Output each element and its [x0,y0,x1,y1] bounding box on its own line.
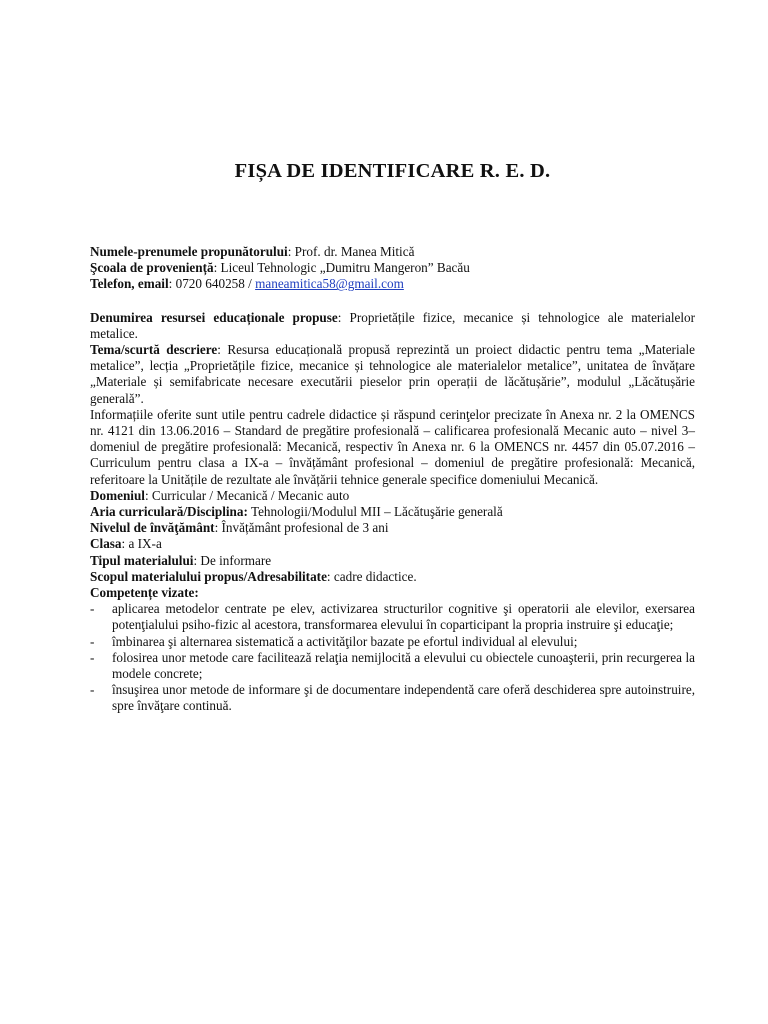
list-item [90,601,695,633]
area-line [90,504,695,520]
level-line: Nivelul de învăţământ: Învățământ profesional de 3 ani [90,520,389,536]
theme-line: Tema/scurtă descriere: Resursa educațională propusă reprezintă un proiect didactic pentru tema „Materiale metalice”, lecția „Proprietățile fizice, mecanice și tehnologice ale materialelor metalice”, unitatea de învățare „Materiale și semifabricate necesare executării pieselor prin operații de lăcătușărie”, modulul „Lăcătușărie generală”. [90,342,695,406]
list-item [90,682,695,714]
dash-bullet: - [90,682,95,698]
competence-text: îmbinarea şi alternarea sistematică a activităţilor bazate pe efortul individual al elevului; [112,633,578,649]
contact-line: Telefon, email: 0720 640258 / maneamitica58@gmail.com [90,276,404,292]
class-label: Clasa [90,536,122,552]
purpose-value: cadre didactice. [333,568,417,584]
material-type-line: Tipul materialului: De informare [90,552,272,568]
document-title: FIȘA DE IDENTIFICARE R. E. D. [234,160,551,182]
author-value: Prof. dr. Manea Mitică [294,244,415,259]
area-label: Aria curriculară/Disciplina: [90,504,248,520]
resource-value: Proprietățile fizice, mecanice și tehnologice ale materialelor metalice. [90,309,695,341]
author-label: Numele-prenumele propunătorului [90,244,288,259]
theme-extra: Informațiile oferite sunt utile pentru cadrele didactice și răspund cerinţelor precizate în Anexa nr. 2 la OMENCS nr. 4121 din 13.06.2016 – Standard de pregătire profesională – calificarea profesională Mecanic auto – nivel 3– domeniul de pregătire profesională: Mecanică, respectiv în Anexa nr. 6 la OMENCS nr. 4457 din 05.07.2016 – Curriculum pentru clasa a IX-a – învățământ profesional – domeniul de pregătire profesională: Mecanică, referitoare la Unitățile de rezultate ale învățării tehnice generale specifice domeniului Mecanică. [90,406,695,487]
dash-bullet: - [90,601,95,617]
area-value: Tehnologii/Modulul MII – Lăcătuşărie generală [250,504,503,520]
purpose-label: Scopul materialului propus/Adresabilitate [90,568,327,584]
level-label: Nivelul de învăţământ [90,520,215,536]
competence-text: aplicarea metodelor centrate pe elev, activizarea structurilor cognitive şi operatorii ale elevilor, exersarea potenţialului psiho-fizic al acestora, transformarea elevului în coparticipant la propria instruire şi educaţie; [112,601,695,633]
dash-bullet: - [90,649,95,665]
resource-line: Denumirea resursei educaționale propuse: Proprietățile fizice, mecanice și tehnologice ale materialelor metalice. [90,309,695,341]
email-link[interactable]: maneamitica58@gmail.com [255,276,404,292]
domain-line: Domeniul: Curricular / Mecanică / Mecanic auto [90,487,350,503]
list-item [90,650,695,682]
competence-text: însuşirea unor metode de informare şi de documentare independentă care oferă deschiderea spre autoinstruire, spre învăţare continuă. [112,682,695,714]
author-line: Numele-prenumele propunătorului: Prof. dr. Manea Mitică [90,244,415,259]
list-item [90,634,695,650]
competences-label: Competențe vizate [90,585,195,601]
school-label: Şcoala de proveniență [90,260,214,276]
resource-label: Denumirea resursei educaționale propuse [90,309,338,325]
material-type-label: Tipul materialului [90,552,194,568]
domain-value: Curricular / Mecanică / Mecanic auto [151,487,350,503]
material-type-value: De informare [200,552,272,568]
contact-separator: / [244,276,256,292]
competences-heading: Competențe vizate: [90,585,199,601]
competence-text: folosirea unor metode care facilitează relaţia nemijlocită a elevului cu obiectele cunoaşterii, prin recurgerea la modele concrete; [112,649,695,682]
school-line: Şcoala de proveniență: Liceul Tehnologic „Dumitru Mangeron” Bacău [90,260,470,276]
theme-label: Tema/scurtă descriere [90,342,218,358]
phone-value: 0720 640258 [175,276,245,292]
level-value: Învățământ profesional de 3 ani [221,520,389,536]
contact-label: Telefon, email [90,276,169,292]
domain-label: Domeniul [90,487,145,503]
class-value: a IX-a [128,536,162,552]
dash-bullet: - [90,633,95,649]
theme-value: Resursa educațională propusă reprezintă un proiect didactic pentru tema „Materiale metalice”, lecția „Proprietățile fizice, mecanice și tehnologice ale materialelor metalice”, unitatea de învățare „Materiale și semifabricate necesare executării pieselor prin operații de lăcătușărie”, modulul „Lăcătușărie generală”. [90,342,695,406]
document-body [90,244,695,715]
school-value: Liceul Tehnologic „Dumitru Mangeron” Bacău [220,260,470,276]
class-line: Clasa: a IX-a [90,536,162,552]
competences-list [90,601,695,714]
spacer [90,293,695,310]
purpose-line: Scopul materialului propus/Adresabilitate: cadre didactice. [90,568,417,584]
